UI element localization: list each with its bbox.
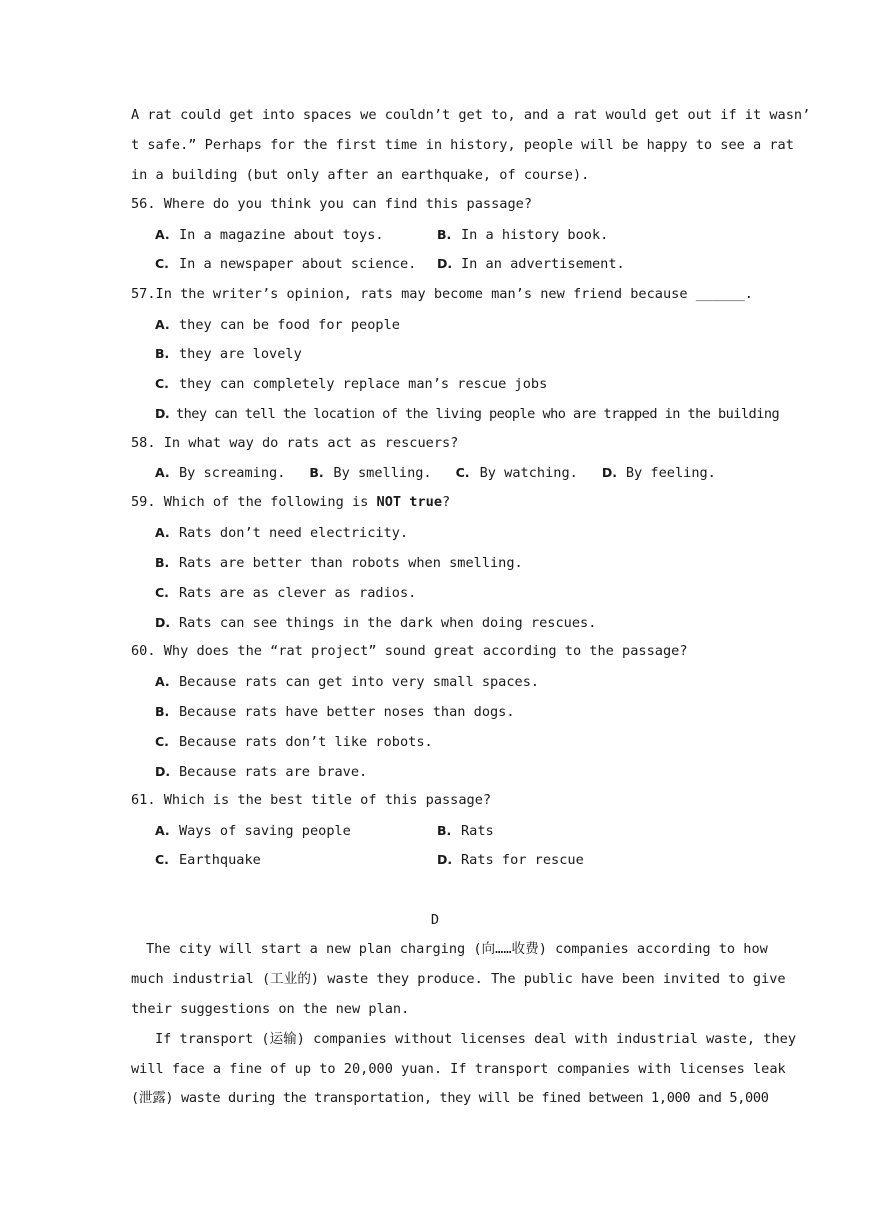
question-61-stem: 61. Which is the best title of this passage? [131,792,492,809]
option-d[interactable] [437,249,625,280]
question-58-options-row [131,459,739,489]
option-a[interactable] [155,458,285,489]
option-b[interactable] [131,697,739,727]
option-text: Rats can see things in the dark when doing rescues. [179,614,597,631]
option-text: By feeling. [625,465,716,482]
question-60-stem: 60. Why does the “rat project” sound great according to the passage? [131,643,688,660]
option-letter: B. [437,226,452,242]
option-a[interactable] [131,518,739,548]
option-letter: C. [155,376,169,392]
option-text: Ways of saving people [179,822,351,839]
option-text: Because rats can get into very small spaces. [179,674,540,691]
option-text: In a newspaper about science. [179,256,417,273]
option-b[interactable] [437,816,494,847]
option-d[interactable] [437,845,584,876]
option-letter: C. [155,733,169,749]
option-b[interactable] [131,339,739,369]
passage-line: A rat could get into spaces we couldn’t get to, and a rat would get out if it wasn’ [131,107,811,123]
option-letter: A. [155,316,170,332]
option-b[interactable] [309,458,431,489]
option-letter: D. [155,405,170,421]
option-text: they are lovely [179,346,302,363]
option-letter: A. [155,674,170,690]
option-text: Because rats have better noses than dogs. [179,703,515,720]
option-letter: D. [437,256,453,272]
section-spacer [131,876,739,906]
page-content [131,101,811,1114]
question-59-stem-prefix: 59. Which of the following is [131,494,377,511]
option-d[interactable] [131,757,739,787]
option-letter: B. [155,554,170,570]
option-letter: D. [437,852,453,868]
option-text: Because rats are brave. [179,763,368,780]
question-57-stem: 57.In the writer’s opinion, rats may become man’s new friend because ______. [131,285,753,302]
option-a[interactable] [155,220,437,251]
passage-line: t safe.” Perhaps for the first time in history, people will be happy to see a rat [131,136,794,153]
option-text: Rats [461,822,494,839]
option-a[interactable] [131,667,739,697]
passage-line: will face a fine of up to 20,000 yuan. If transport companies with licenses leak [131,1060,786,1077]
option-text: Earthquake [179,852,261,869]
option-a[interactable] [131,310,739,340]
option-text: In a history book. [461,226,609,243]
option-letter: C. [155,852,169,868]
question-59-emphasis: NOT true [376,494,443,511]
option-text: By smelling. [333,465,432,482]
option-letter: D. [155,763,171,779]
option-c[interactable] [155,845,437,876]
question-61-options-row-1 [131,816,739,846]
option-letter: D. [601,465,617,481]
question-61-options-row-2 [131,846,739,876]
passage-line: (泄露) waste during the transportation, they will be fined between 1,000 and 5,000 [131,1090,769,1107]
passage-line: much industrial (工业的) waste they produce. The public have been invited to give [131,971,786,988]
option-letter: B. [309,465,324,481]
question-56-options-row-1 [131,220,739,250]
option-text: In a magazine about toys. [179,226,384,243]
option-c[interactable] [456,458,578,489]
option-letter: B. [155,703,170,719]
option-a[interactable] [155,816,437,847]
option-letter: D. [155,614,171,630]
question-59-stem [131,488,739,518]
option-text: By screaming. [179,465,286,482]
question-56-options-row-2 [131,250,739,280]
option-text: they can tell the location of the living people who are trapped in the building [176,405,780,422]
option-text: In an advertisement. [461,256,625,273]
option-text: By watching. [479,465,578,482]
option-letter: B. [437,822,452,838]
option-b[interactable] [437,220,608,251]
passage-line: their suggestions on the new plan. [131,1000,410,1017]
option-text: Rats for rescue [461,852,584,869]
option-d[interactable] [131,608,739,638]
option-c[interactable] [131,578,739,608]
option-text: they can be food for people [179,316,400,333]
option-b[interactable] [131,548,739,578]
option-letter: C. [155,584,169,600]
option-c[interactable] [155,249,437,280]
option-letter: A. [155,226,170,242]
section-heading: D [430,911,440,928]
question-58-stem: 58. In what way do rats act as rescuers? [131,434,459,451]
passage-line: in a building (but only after an earthquake, of course). [131,166,590,183]
option-letter: B. [155,346,170,362]
option-text: Rats are better than robots when smelling. [179,554,523,571]
option-letter: A. [155,525,170,541]
option-text: Rats are as clever as radios. [179,584,417,601]
option-text: they can completely replace man’s rescue jobs [179,376,548,393]
option-letter: C. [455,465,470,481]
question-59-stem-suffix: ? [442,494,451,511]
option-letter: A. [155,822,170,838]
option-c[interactable] [131,727,739,757]
option-d[interactable] [602,458,716,489]
passage-line: If transport (运输) companies without licenses deal with industrial waste, they [155,1030,796,1047]
option-letter: C. [155,256,169,272]
passage-line: The city will start a new plan charging (向……收费) companies according to how [146,941,768,958]
option-c[interactable] [131,369,739,399]
option-letter: A. [155,465,170,481]
option-text: Because rats don’t like robots. [179,733,433,750]
option-text: Rats don’t need electricity. [179,525,409,542]
option-d[interactable] [131,399,780,429]
question-56-stem: 56. Where do you think you can find this passage? [131,196,533,213]
